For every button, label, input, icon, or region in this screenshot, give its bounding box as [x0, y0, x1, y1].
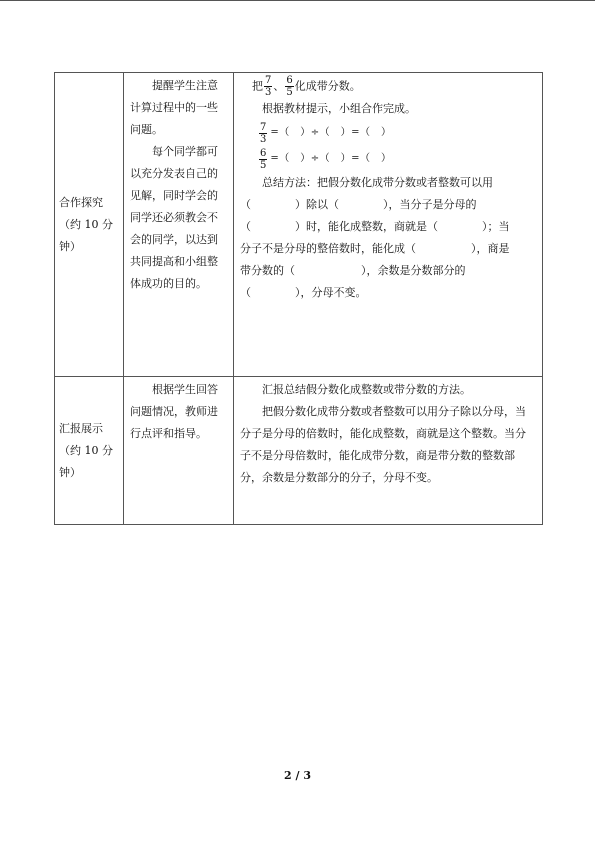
tip-text: 根据学生回答问题情况，教师进行点评和指导。 — [130, 383, 218, 440]
equation-2-fraction: $\frac{6}{5}$ — [260, 147, 267, 171]
summary-line: 分子不是分母的整倍数时，能化成（ ），商是 — [240, 242, 510, 255]
lesson-table — [54, 72, 543, 525]
equation-2 — [240, 146, 536, 172]
summary-line: （ ）除以（ ），当分子是分母的 — [240, 198, 477, 211]
header-rule — [0, 0, 595, 1]
stage-cell — [55, 73, 124, 377]
stage-cell — [55, 377, 124, 525]
equation-1-fraction: $\frac{7}{3}$ — [260, 121, 267, 145]
equation-1-blanks: =（ ）÷（ ）=（ ） — [270, 127, 392, 138]
tip-text: 提醒学生注意计算过程中的一些问题。 — [130, 79, 218, 136]
fraction-six-fifths: $\frac{6}{5}$ — [286, 75, 293, 98]
hint-text: 根据教材提示，小组合作完成。 — [262, 102, 416, 115]
report-intro: 汇报总结假分数化成整数或带分数的方法。 — [262, 383, 471, 396]
activity-content-cell — [234, 377, 543, 525]
teacher-tip-cell — [124, 377, 234, 525]
activity-content-cell — [234, 73, 543, 377]
stage-time: （约 10 分钟） — [59, 443, 113, 479]
intro-prefix: 把 — [252, 79, 263, 93]
task-intro — [240, 75, 536, 98]
report-paragraph: 把假分数化成带分数或者整数可以用分子除以分母，当分子是分母的倍数时，能化成整数，商就是这个整数。当分子不是分母倍数时，能化成带分数，商是带分数的整数部分，余数是分数部分的分子，分母不变。 — [240, 405, 526, 484]
equation-1 — [240, 120, 536, 146]
stage-label: 合作探究 — [59, 195, 103, 209]
summary-line: （ ），分母不变。 — [240, 286, 367, 299]
page-number: 2 / 3 — [284, 769, 311, 782]
tip-text: 每个同学都可以充分发表自己的见解，同时学会的同学还必须教会不会的同学，以达到共同提高和小组整体成功的目的。 — [130, 145, 218, 290]
teacher-tip-cell — [124, 73, 234, 377]
separator: 、 — [273, 79, 285, 93]
stage-label: 汇报展示 — [59, 421, 103, 435]
equation-2-blanks: =（ ）÷（ ）=（ ） — [270, 153, 392, 164]
table-row-report-presentation — [55, 377, 543, 525]
fraction-seven-thirds: $\frac{7}{3}$ — [265, 75, 272, 98]
summary-line: 总结方法：把假分数化成带分数或者整数可以用 — [262, 176, 493, 189]
table-row-cooperative-inquiry — [55, 73, 543, 377]
summary-line: 带分数的（ ），余数是分数部分的 — [240, 264, 466, 277]
summary-line: （ ）时，能化成整数，商就是（ ）；当 — [240, 220, 510, 233]
intro-suffix: 化成带分数。 — [294, 79, 361, 93]
stage-time: （约 10 分钟） — [59, 217, 113, 253]
